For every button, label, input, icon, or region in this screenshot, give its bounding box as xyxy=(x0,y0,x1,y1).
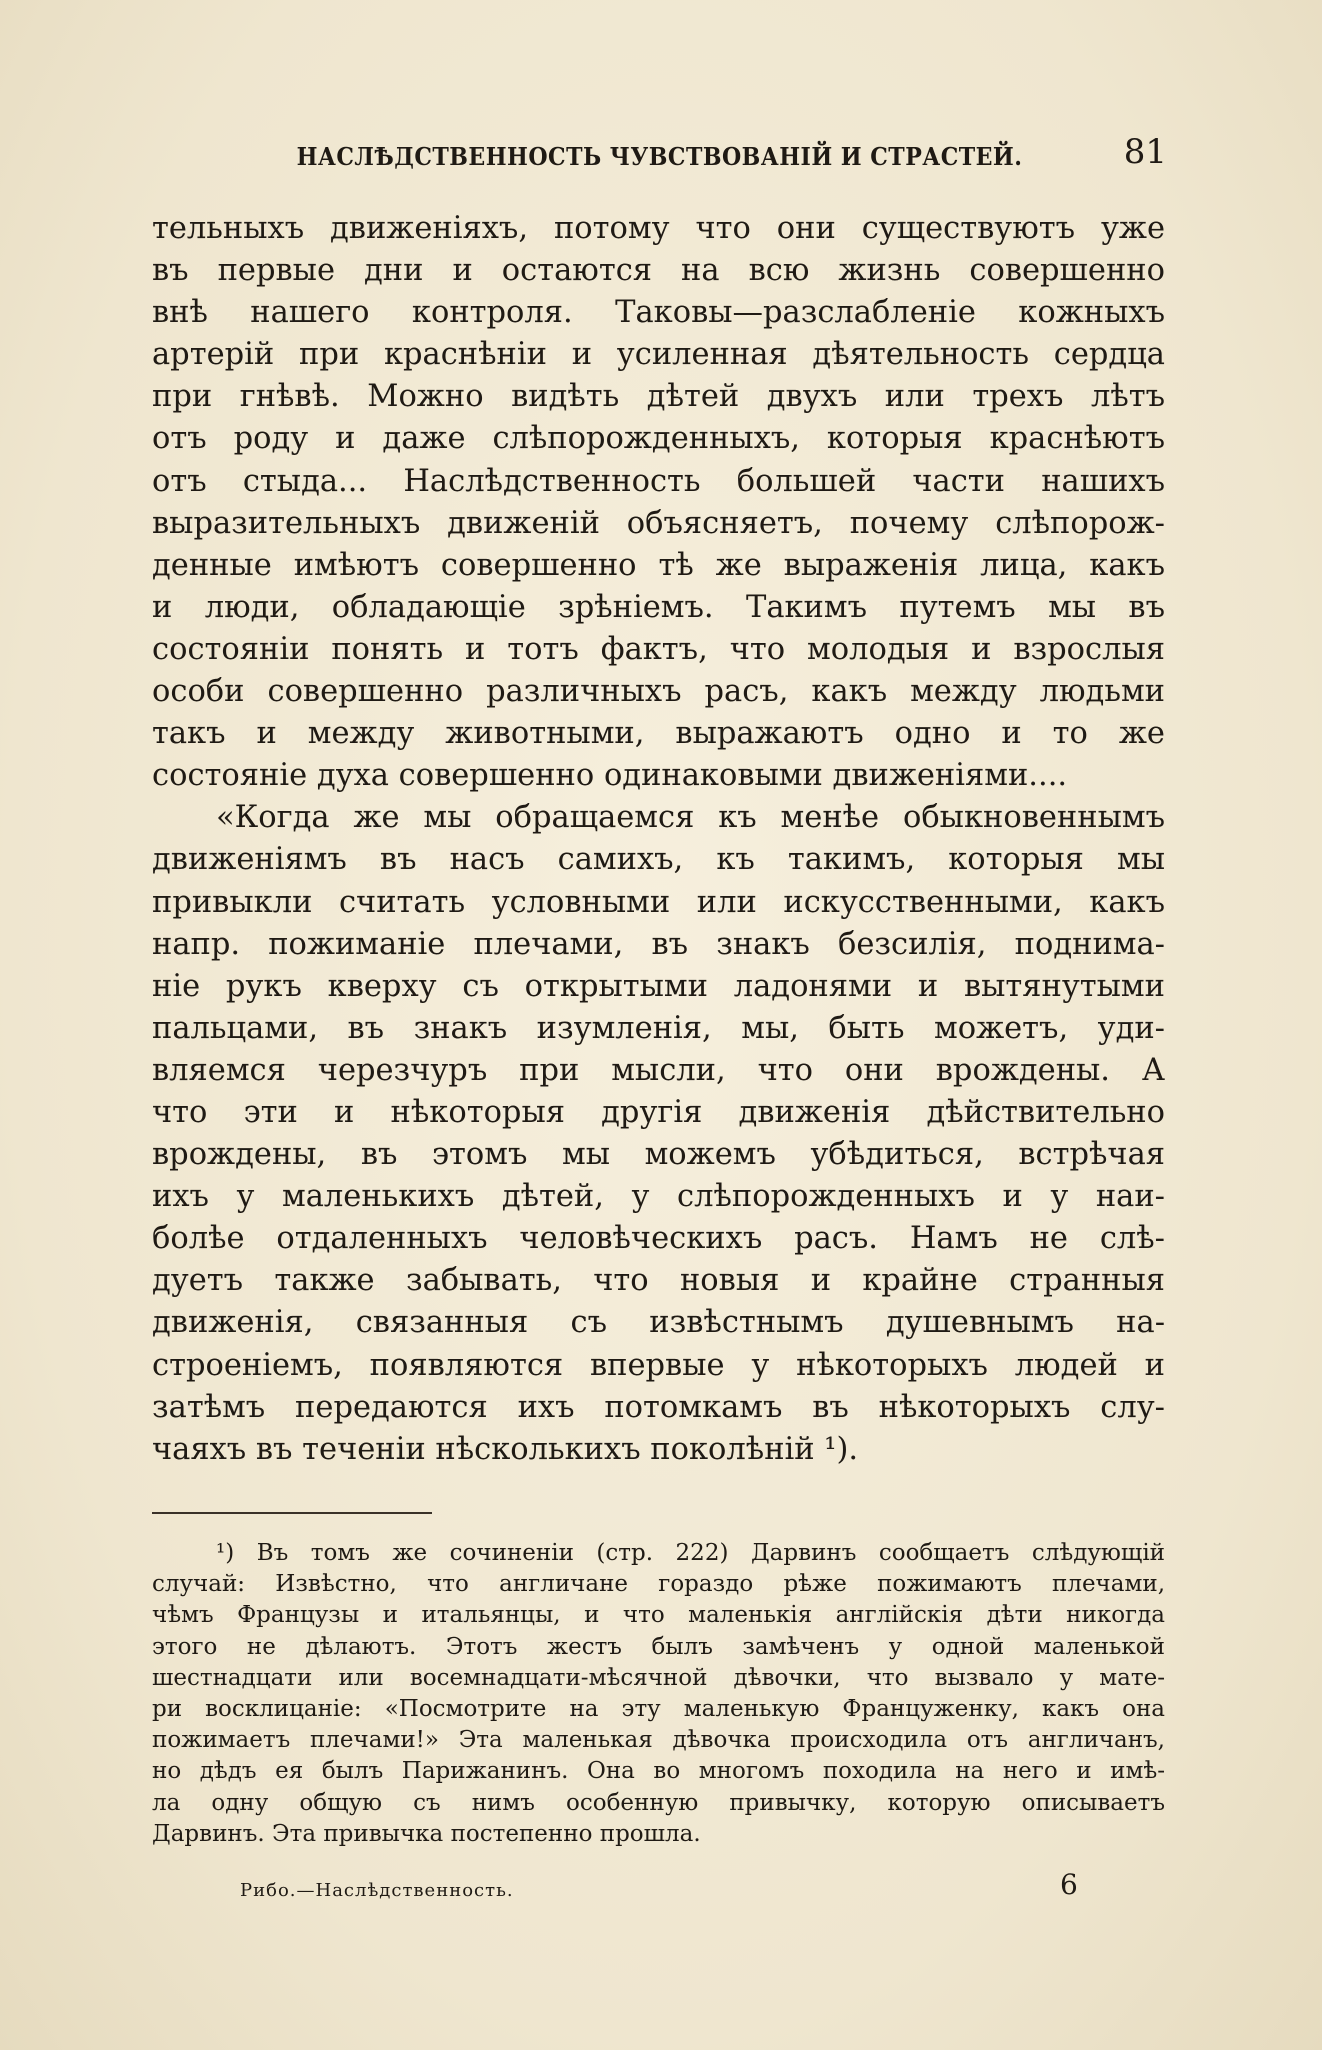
running-title: НАСЛѢДСТВЕННОСТЬ ЧУВСТВОВАНІЙ И СТРАСТЕЙ. xyxy=(296,142,1023,171)
body-line: выразительныхъ движеній объясняетъ, почему слѣпорож- xyxy=(152,505,1165,541)
body-line: что эти и нѣкоторыя другія движенія дѣйствительно xyxy=(152,1094,1165,1130)
body-line: болѣе отдаленныхъ человѣческихъ расъ. Намъ не слѣ- xyxy=(152,1221,1165,1257)
body-line: движеніямъ въ насъ самихъ, къ такимъ, которыя мы xyxy=(152,842,1165,878)
footnote-line: чѣмъ Французы и итальянцы, и что маленькія англійскія дѣти никогда xyxy=(152,1602,1165,1629)
body-line: «Когда же мы обращаемся къ менѣе обыкновеннымъ xyxy=(216,800,1165,836)
body-line: отъ стыда... Наслѣдственность большей части нашихъ xyxy=(152,463,1165,499)
footnote-line: шестнадцати или восемнадцати-мѣсячной дѣвочки, что вызвало у мате- xyxy=(152,1664,1165,1691)
body-line: такъ и между животными, выражаютъ одно и то же xyxy=(152,716,1165,752)
footnote-line: случай: Извѣстно, что англичане гораздо рѣже пожимаютъ плечами, xyxy=(152,1571,1165,1598)
footnote xyxy=(152,1538,1165,1850)
body-line: чаяхъ въ теченіи нѣсколькихъ поколѣній ¹). xyxy=(152,1431,859,1467)
page-header xyxy=(152,132,1167,182)
body-line: состояніи понять и тотъ фактъ, что молодыя и взрослыя xyxy=(152,631,1165,667)
footnote-divider xyxy=(152,1512,432,1514)
body-line: артерій при краснѣніи и усиленная дѣятельность сердца xyxy=(152,337,1165,373)
body-line: денные имѣютъ совершенно тѣ же выраженія лица, какъ xyxy=(152,547,1165,583)
body-line: отъ роду и даже слѣпорожденныхъ, которыя краснѣютъ xyxy=(152,421,1165,457)
footnote-line: пожимаетъ плечами!» Эта маленькая дѣвочка происходила отъ англичанъ, xyxy=(152,1727,1165,1754)
body-line: въ первые дни и остаются на всю жизнь совершенно xyxy=(152,253,1165,289)
body-line: при гнѣвѣ. Можно видѣть дѣтей двухъ или трехъ лѣтъ xyxy=(152,379,1165,415)
body-line: движенія, связанныя съ извѣстнымъ душевнымъ на- xyxy=(152,1305,1165,1341)
body-line: состояніе духа совершенно одинаковыми движеніями.... xyxy=(152,758,1068,794)
body-line: тельныхъ движеніяхъ, потому что они существуютъ уже xyxy=(152,211,1165,246)
body-line: врождены, въ этомъ мы можемъ убѣдиться, встрѣчая xyxy=(152,1137,1165,1173)
body-line: строеніемъ, появляются впервые у нѣкоторыхъ людей и xyxy=(152,1347,1165,1383)
footnote-line: ла одну общую съ нимъ особенную привычку, которую описываетъ xyxy=(152,1789,1165,1816)
body-line: напр. пожиманіе плечами, въ знакъ безсилія, поднима- xyxy=(152,926,1165,962)
body-line: ніе рукъ кверху съ открытыми ладонями и вытянутыми xyxy=(152,968,1165,1004)
body-text xyxy=(152,208,1165,1471)
body-line: особи совершенно различныхъ расъ, какъ между людьми xyxy=(152,674,1165,710)
body-line: дуетъ также забывать, что новыя и крайне странныя xyxy=(152,1263,1165,1299)
body-line: пальцами, въ знакъ изумленія, мы, быть можетъ, уди- xyxy=(152,1010,1165,1046)
sheet-number: 6 xyxy=(1060,1868,1078,1901)
body-line: затѣмъ передаются ихъ потомкамъ въ нѣкоторыхъ слу- xyxy=(152,1389,1165,1425)
footnote-line: этого не дѣлаютъ. Этотъ жестъ былъ замѣченъ у одной маленькой xyxy=(152,1633,1165,1660)
page-number: 81 xyxy=(1123,132,1167,172)
footnote-line: но дѣдъ ея былъ Парижанинъ. Она во многомъ походила на него и имѣ- xyxy=(152,1758,1165,1785)
body-line: внѣ нашего контроля. Таковы—разслабленіе кожныхъ xyxy=(152,295,1165,331)
body-line: привыкли считать условными или искусственными, какъ xyxy=(152,884,1165,920)
body-line: ихъ у маленькихъ дѣтей, у слѣпорожденныхъ и у наи- xyxy=(152,1179,1165,1215)
footnote-line: ри восклицаніе: «Посмотрите на эту маленькую Француженку, какъ она xyxy=(152,1695,1165,1722)
footnote-line: ¹) Въ томъ же сочиненіи (стр. 222) Дарвинъ сообщаетъ слѣдующій xyxy=(216,1540,1165,1566)
body-line: вляемся черезчуръ при мысли, что они врождены. А xyxy=(152,1052,1165,1088)
body-line: и люди, обладающіе зрѣніемъ. Такимъ путемъ мы въ xyxy=(152,589,1165,625)
printer-signature: Рибо.—Наслѣдственность. xyxy=(240,1880,514,1901)
footnote-line: Дарвинъ. Эта привычка постепенно прошла. xyxy=(152,1820,701,1847)
